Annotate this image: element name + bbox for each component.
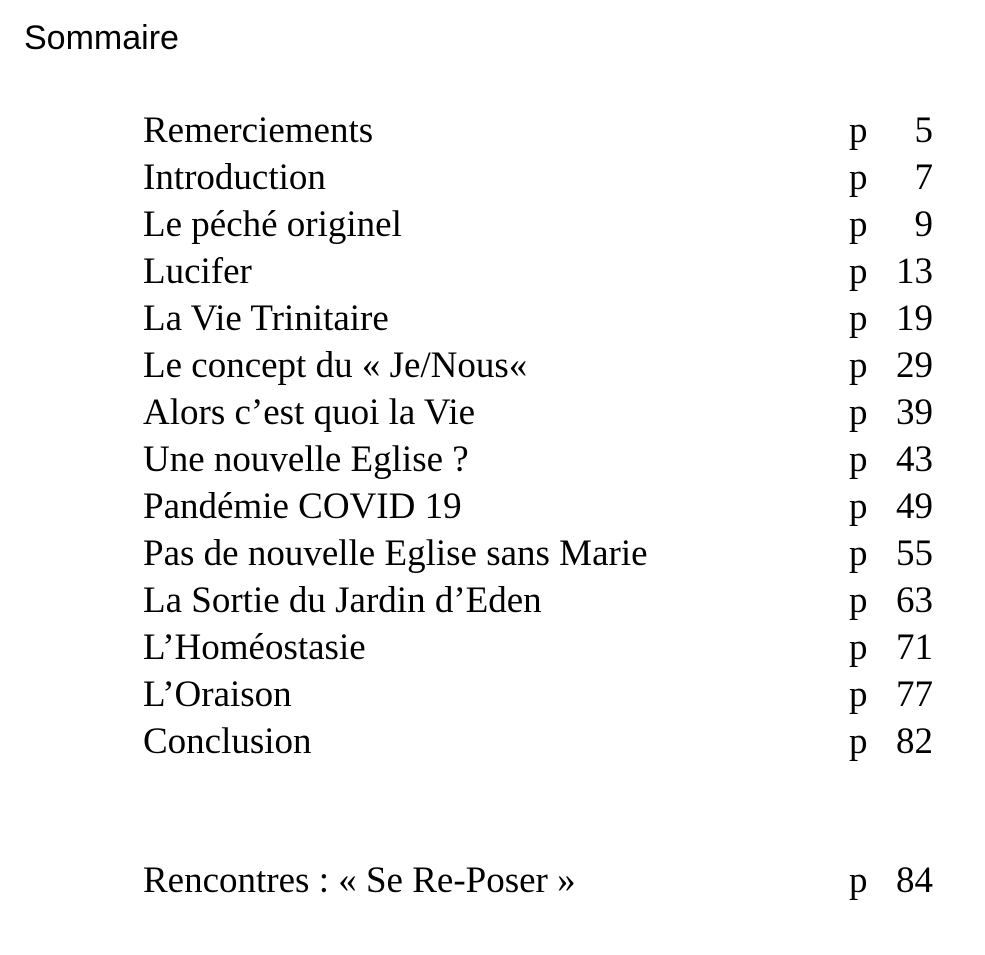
toc-entry-label: Alors c’est quoi la Vie <box>143 392 476 433</box>
toc-page-prefix: p <box>849 486 868 527</box>
toc-page-number: 5 <box>914 110 933 151</box>
toc-entry-rencontres <box>143 857 933 904</box>
toc-entry-label: Introduction <box>143 157 326 198</box>
toc-page-prefix: p <box>849 674 868 715</box>
toc-appendix <box>143 857 933 904</box>
toc-entry-label: Conclusion <box>143 721 312 762</box>
toc-entry-label: Le péché originel <box>143 204 402 245</box>
toc-entry-label: L’Homéostasie <box>143 627 366 668</box>
toc-entry-introduction <box>143 154 933 201</box>
toc-entry-label: La Sortie du Jardin d’Eden <box>143 580 542 621</box>
toc-entry-label: Une nouvelle Eglise ? <box>143 439 469 480</box>
toc-page-number: 55 <box>896 533 933 574</box>
toc-entry-label: Pas de nouvelle Eglise sans Marie <box>143 533 648 574</box>
toc-entry-pandemie-covid <box>143 483 933 530</box>
toc-page-prefix: p <box>849 860 868 901</box>
toc-page-prefix: p <box>849 204 868 245</box>
toc-entry-remerciements <box>143 107 933 154</box>
toc-page-number: 39 <box>896 392 933 433</box>
toc-page-number: 13 <box>896 251 933 292</box>
toc-page-prefix: p <box>849 721 868 762</box>
toc-page-number: 63 <box>896 580 933 621</box>
toc-page-number: 49 <box>896 486 933 527</box>
toc-entry-concept-je-nous <box>143 342 933 389</box>
toc-page-prefix: p <box>849 392 868 433</box>
toc-page-prefix: p <box>849 580 868 621</box>
toc-page-prefix: p <box>849 157 868 198</box>
toc-page-prefix: p <box>849 298 868 339</box>
toc-page-number: 82 <box>896 721 933 762</box>
toc-page-prefix: p <box>849 533 868 574</box>
toc-page-prefix: p <box>849 345 868 386</box>
toc-page-prefix: p <box>849 439 868 480</box>
toc-page-number: 84 <box>896 860 933 901</box>
toc-page-number: 9 <box>914 204 933 245</box>
toc-page-number: 7 <box>914 157 933 198</box>
toc-entry-conclusion <box>143 718 933 765</box>
toc-entry-label: Le concept du « Je/Nous« <box>143 345 528 386</box>
toc-entry-label: Lucifer <box>143 251 252 292</box>
toc-entry-label: L’Oraison <box>143 674 292 715</box>
toc-entry-label: Remerciements <box>143 110 374 151</box>
toc-page-number: 77 <box>896 674 933 715</box>
toc-entry-label: Pandémie COVID 19 <box>143 486 462 527</box>
toc-entry-homeostasie <box>143 624 933 671</box>
toc-page-number: 43 <box>896 439 933 480</box>
toc-page-number: 19 <box>896 298 933 339</box>
toc-entry-eglise-sans-marie <box>143 530 933 577</box>
toc-page-number: 71 <box>896 627 933 668</box>
toc-entry-label: Rencontres : « Se Re-Poser » <box>143 860 576 901</box>
toc-entry-sortie-jardin-eden <box>143 577 933 624</box>
toc-entry-label: La Vie Trinitaire <box>143 298 389 339</box>
toc-page-prefix: p <box>849 251 868 292</box>
toc-entry-alors-cest-quoi-la-vie <box>143 389 933 436</box>
toc-page-number: 29 <box>896 345 933 386</box>
page-title: Sommaire <box>24 19 179 57</box>
toc-entry-peche-originel <box>143 201 933 248</box>
toc-entry-oraison <box>143 671 933 718</box>
toc-entry-nouvelle-eglise <box>143 436 933 483</box>
toc-page-prefix: p <box>849 627 868 668</box>
toc-page-prefix: p <box>849 110 868 151</box>
toc-entry-vie-trinitaire <box>143 295 933 342</box>
table-of-contents <box>143 107 933 765</box>
toc-entry-lucifer <box>143 248 933 295</box>
